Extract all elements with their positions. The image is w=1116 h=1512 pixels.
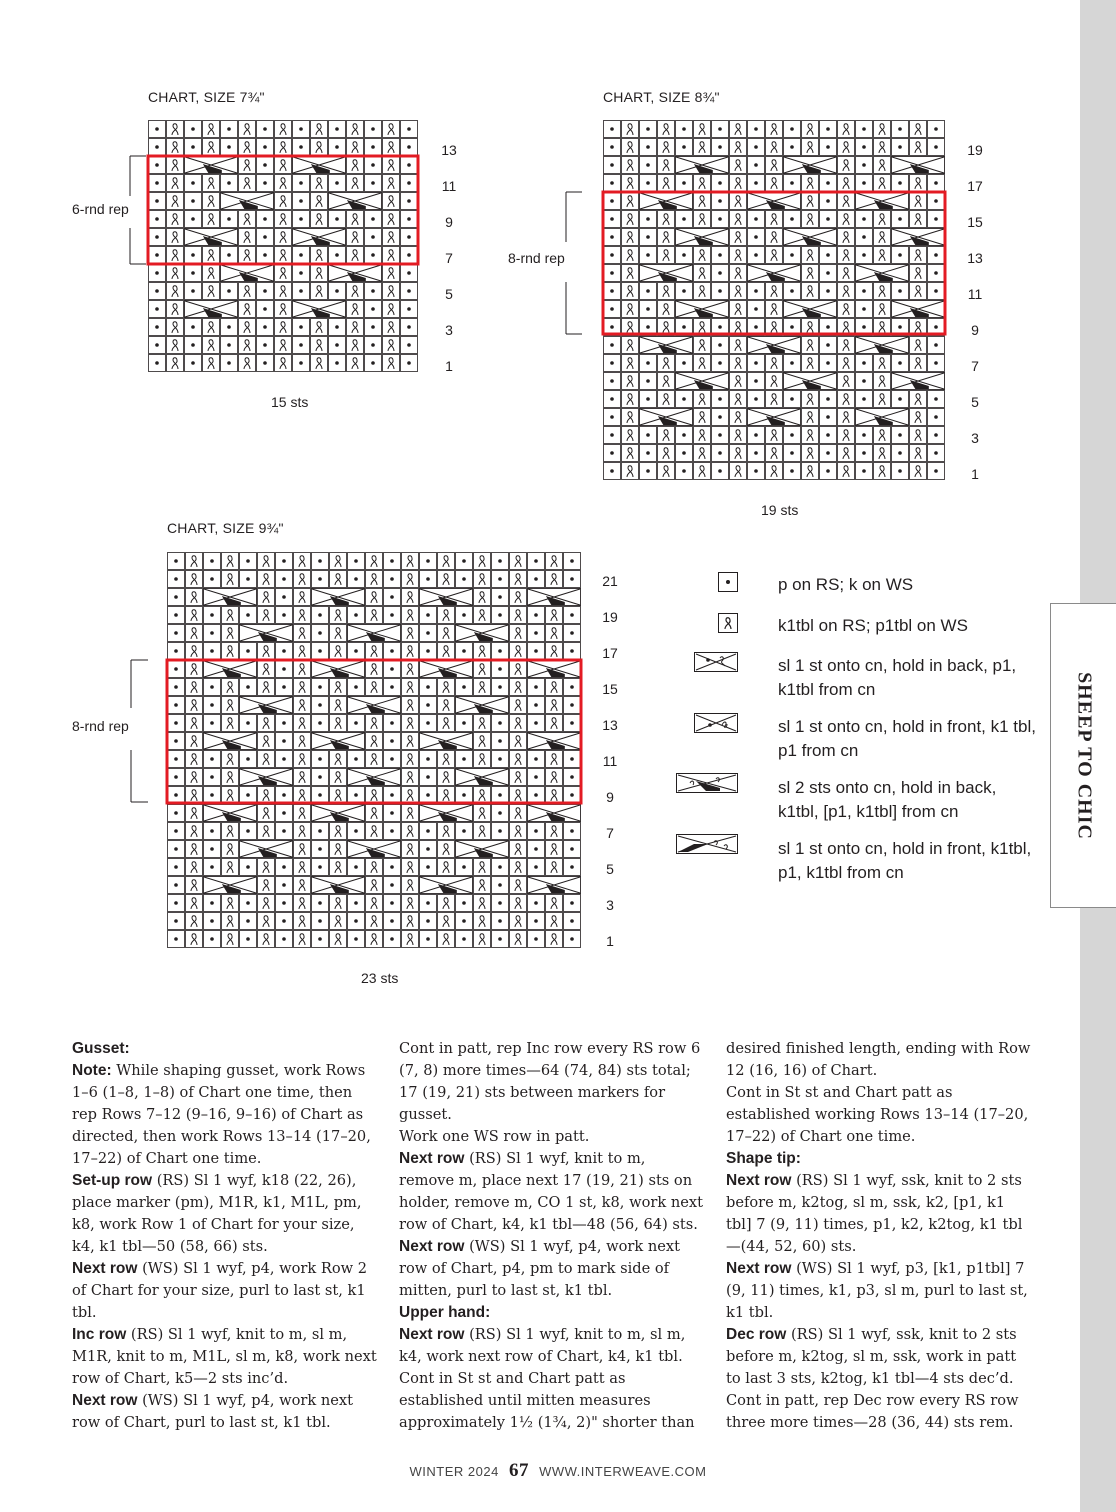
instruction-text: (RS) Sl 1 wyf, knit to m, sl m, k4, work next row of Chart, k4, k1 tbl. bbox=[399, 1326, 686, 1365]
key-item-cross-back-2-1: sl 2 sts onto cn, hold in back, k1tbl, [p1, k1tbl] from cn bbox=[778, 778, 997, 821]
instruction-text: (WS) Sl 1 wyf, p4, work Row 2 of Chart for your size, purl to last st, k1 tbl. bbox=[72, 1260, 368, 1321]
instruction-paragraph bbox=[726, 1324, 1032, 1390]
section-tab-label: SHEEP TO CHIC bbox=[1073, 671, 1095, 840]
row-number: 1 bbox=[971, 466, 979, 482]
text-column-2 bbox=[399, 1038, 705, 1434]
row-number: 17 bbox=[967, 178, 983, 194]
row-number: 11 bbox=[967, 286, 983, 302]
instruction-paragraph bbox=[399, 1368, 705, 1434]
instruction-paragraph bbox=[399, 1126, 705, 1148]
key-item-cross-front-1-1: sl 1 st onto cn, hold in front, k1 tbl, p1 from cn bbox=[778, 717, 1036, 760]
key-item-k1tbl: k1tbl on RS; p1tbl on WS bbox=[778, 616, 968, 635]
instruction-heading: Set-up row bbox=[72, 1172, 153, 1189]
row-number: 7 bbox=[971, 358, 979, 374]
stitch-count: 19 sts bbox=[761, 502, 799, 518]
row-number: 7 bbox=[606, 825, 614, 841]
key-item-purl: p on RS; k on WS bbox=[778, 575, 914, 594]
page-number: 67 bbox=[508, 1460, 529, 1481]
rep-label: 6-rnd rep bbox=[72, 201, 129, 217]
instruction-text: (RS) Sl 1 wyf, knit to m, remove m, place next 17 (19, 21) sts on holder, remove m, CO 1 st, k8, work next row of Chart, k4, k1 tbl—48 (56, 64) sts. bbox=[399, 1150, 703, 1233]
instruction-paragraph bbox=[399, 1302, 705, 1324]
instruction-paragraph bbox=[726, 1390, 1032, 1434]
text-column-3 bbox=[726, 1038, 1032, 1434]
instruction-paragraph bbox=[399, 1236, 705, 1302]
instruction-text: (RS) Sl 1 wyf, k18 (22, 26), place marker (pm), M1R, k1, M1L, pm, k8, work Row 1 of Chart for your size, k4, k1 tbl—50 (58, 66) sts. bbox=[72, 1172, 362, 1255]
row-number: 7 bbox=[445, 250, 453, 266]
chart-title: CHART, SIZE 9¾" bbox=[167, 520, 284, 536]
instruction-text: desired finished length, ending with Row 12 (16, 16) of Chart. bbox=[726, 1040, 1031, 1079]
rep-label: 8-rnd rep bbox=[508, 250, 565, 266]
footer-website: WWW.INTERWEAVE.COM bbox=[539, 1464, 707, 1479]
instruction-heading: Next row bbox=[726, 1260, 792, 1277]
instruction-paragraph bbox=[726, 1148, 1032, 1170]
instruction-paragraph bbox=[726, 1038, 1032, 1082]
instruction-text: (RS) Sl 1 wyf, ssk, knit to 2 sts before m, k2tog, sl m, ssk, work in patt to last 3 sts, k2tog, k1 tbl—4 sts dec’d. bbox=[726, 1326, 1017, 1387]
row-number: 1 bbox=[445, 358, 453, 374]
row-number: 9 bbox=[606, 789, 614, 805]
row-number: 15 bbox=[967, 214, 983, 230]
stitch-count: 15 sts bbox=[271, 394, 309, 410]
instruction-text: Cont in St st and Chart patt as established until mitten measures approximately 1½ (1¾, 2)" shorter than bbox=[399, 1370, 695, 1431]
text-column-1 bbox=[72, 1038, 378, 1434]
row-number: 13 bbox=[441, 142, 457, 158]
rep-label: 8-rnd rep bbox=[72, 718, 129, 734]
instruction-paragraph bbox=[72, 1390, 378, 1434]
row-number: 3 bbox=[971, 430, 979, 446]
instruction-heading: Note: bbox=[72, 1062, 112, 1079]
page-footer bbox=[0, 1460, 1116, 1482]
footer-issue: WINTER 2024 bbox=[409, 1464, 499, 1479]
instruction-text: Cont in St st and Chart patt as established working Rows 13–14 (17–20, 17–22) of Chart one time. bbox=[726, 1084, 1029, 1145]
instruction-heading: Next row bbox=[399, 1150, 465, 1167]
instruction-text: Cont in patt, rep Dec row every RS row three more times—28 (36, 44) sts rem. bbox=[726, 1392, 1019, 1431]
instruction-text: (WS) Sl 1 wyf, p4, work next row of Chart, p4, pm to mark side of mitten, purl to last st, k1 tbl. bbox=[399, 1238, 681, 1299]
instruction-text: (WS) Sl 1 wyf, p3, [k1, p1tbl] 7 (9, 11) times, k1, p3, sl m, purl to last st, k1 tbl. bbox=[726, 1260, 1028, 1321]
instruction-paragraph bbox=[72, 1258, 378, 1324]
row-number: 5 bbox=[445, 286, 453, 302]
instruction-text: (RS) Sl 1 wyf, knit to m, sl m, M1R, knit to m, M1L, sl m, k8, work next row of Chart, k5—2 sts inc’d. bbox=[72, 1326, 377, 1387]
row-number: 19 bbox=[967, 142, 983, 158]
instruction-heading: Next row bbox=[399, 1238, 465, 1255]
instruction-heading: Shape tip: bbox=[726, 1150, 801, 1167]
instruction-text: (WS) Sl 1 wyf, p4, work next row of Chart, purl to last st, k1 tbl. bbox=[72, 1392, 354, 1431]
key-item-cross-front-1-2: sl 1 st onto cn, hold in front, k1tbl, p1, k1tbl from cn bbox=[778, 839, 1032, 882]
instruction-paragraph bbox=[72, 1060, 378, 1170]
instruction-heading: Dec row bbox=[726, 1326, 787, 1343]
cross-back-2-1-icon bbox=[676, 773, 738, 793]
instruction-heading: Next row bbox=[72, 1260, 138, 1277]
row-number: 3 bbox=[445, 322, 453, 338]
row-number: 5 bbox=[971, 394, 979, 410]
instruction-heading: Inc row bbox=[72, 1326, 127, 1343]
purl-dot-icon bbox=[718, 572, 738, 592]
instruction-paragraph bbox=[72, 1324, 378, 1390]
row-number: 9 bbox=[445, 214, 453, 230]
instruction-heading: Upper hand: bbox=[399, 1304, 491, 1321]
row-number: 1 bbox=[606, 933, 614, 949]
instruction-text: While shaping gusset, work Rows 1–6 (1–8, 1–8) of Chart one time, then rep Rows 7–12 (9–16, 9–16) of Chart as directed, then work Rows 13–14 (17–20, 17–22) of Chart one time. bbox=[72, 1062, 371, 1167]
instruction-heading: Next row bbox=[72, 1392, 138, 1409]
stitch-count: 23 sts bbox=[361, 970, 399, 986]
instruction-text: Cont in patt, rep Inc row every RS row 6 (7, 8) more times—64 (74, 84) sts total; 17 (19, 21) sts between markers for gusset. bbox=[399, 1040, 701, 1123]
instruction-paragraph bbox=[726, 1170, 1032, 1258]
key-item-cross-back-1-1: sl 1 st onto cn, hold in back, p1, k1tbl from cn bbox=[778, 656, 1017, 699]
row-number: 5 bbox=[606, 861, 614, 877]
row-number: 11 bbox=[602, 753, 618, 769]
cross-back-1-1-icon bbox=[694, 652, 738, 672]
instruction-paragraph bbox=[726, 1258, 1032, 1324]
instruction-paragraph bbox=[399, 1148, 705, 1236]
instruction-text: Work one WS row in patt. bbox=[399, 1128, 590, 1145]
chart-title: CHART, SIZE 8¾" bbox=[603, 89, 720, 105]
row-number: 19 bbox=[602, 609, 618, 625]
row-number: 21 bbox=[602, 573, 618, 589]
row-number: 13 bbox=[602, 717, 618, 733]
cross-front-1-2-icon bbox=[676, 834, 738, 854]
row-number: 17 bbox=[602, 645, 618, 661]
row-number: 15 bbox=[602, 681, 618, 697]
instruction-paragraph bbox=[72, 1170, 378, 1258]
instruction-paragraph bbox=[726, 1082, 1032, 1148]
instruction-paragraph bbox=[399, 1324, 705, 1368]
instruction-paragraph bbox=[72, 1038, 378, 1060]
instruction-text: (RS) Sl 1 wyf, ssk, knit to 2 sts before m, k2tog, sl m, ssk, k2, [p1, k1 tbl] 7 (9, 11) times, p1, k2, k2tog, k1 tbl—(44, 52, 60) sts. bbox=[726, 1172, 1023, 1255]
instruction-heading: Next row bbox=[399, 1326, 465, 1343]
row-number: 13 bbox=[967, 250, 983, 266]
row-number: 3 bbox=[606, 897, 614, 913]
row-number: 11 bbox=[441, 178, 457, 194]
k1tbl-icon bbox=[718, 613, 738, 633]
cross-front-1-1-icon bbox=[694, 713, 738, 733]
instruction-heading: Next row bbox=[726, 1172, 792, 1189]
instruction-paragraph bbox=[399, 1038, 705, 1126]
row-number: 9 bbox=[971, 322, 979, 338]
instruction-heading: Gusset: bbox=[72, 1040, 130, 1057]
chart-title: CHART, SIZE 7¾" bbox=[148, 89, 265, 105]
